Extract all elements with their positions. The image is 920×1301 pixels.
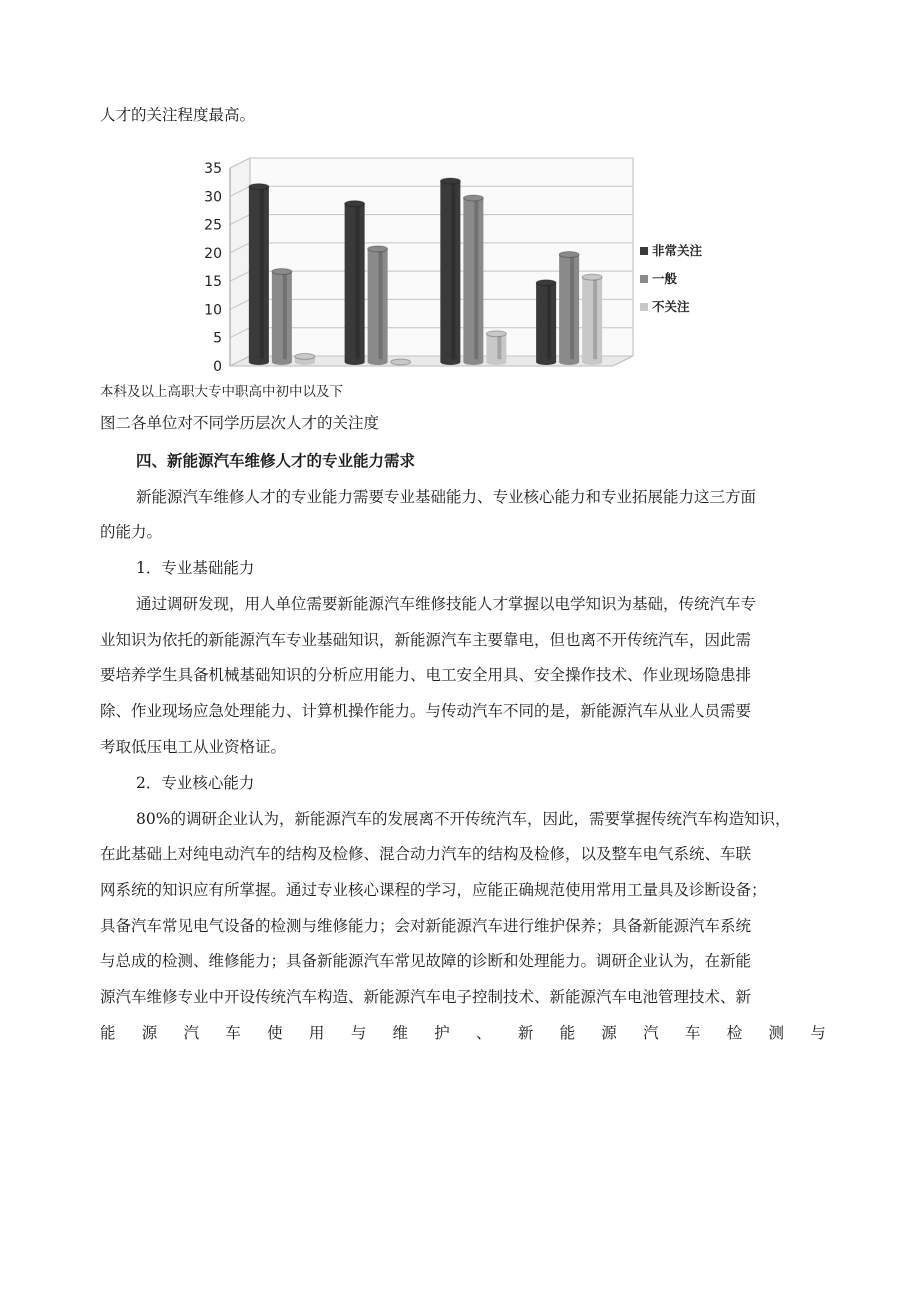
bar	[295, 353, 315, 365]
bar	[368, 246, 388, 365]
bar-top	[295, 353, 315, 359]
intro-line: 人才的关注程度最高。	[100, 106, 256, 124]
bar-body	[272, 271, 292, 362]
paragraph-1-line-1: 新能源汽车维修人才的专业能力需要专业基础能力、专业核心能力和专业拓展能力这三方面	[136, 488, 757, 506]
subheading-2: 2．专业核心能力	[136, 774, 255, 792]
paragraph-2-line-2: 业知识为依托的新能源汽车专业基础知识，新能源汽车主要靠电，但也离不开传统汽车，因此需	[100, 631, 752, 649]
spread-char: 、	[476, 1024, 492, 1042]
spread-char: 源	[141, 1024, 158, 1042]
bar-base	[486, 359, 506, 365]
legend-label: 一般	[652, 271, 678, 286]
bar-shade	[497, 334, 501, 362]
bar-body	[582, 277, 602, 362]
paragraph-3-line-6: 源汽车维修专业中开设传统汽车构造、新能源汽车电子控制技术、新能源汽车电池管理技术、新	[100, 988, 752, 1006]
bar-shade	[451, 181, 455, 362]
spread-char: 新	[517, 1024, 534, 1042]
bar-shade	[283, 271, 287, 362]
legend-swatch	[640, 303, 648, 311]
bar-top	[463, 195, 483, 201]
spread-char: 车	[225, 1024, 241, 1042]
spread-char: 源	[601, 1024, 617, 1042]
spread-char: 维	[392, 1024, 408, 1042]
y-tick-label: 35	[204, 161, 222, 177]
bar-top	[559, 252, 579, 258]
bar-top	[391, 359, 411, 365]
bar	[486, 331, 506, 365]
bar-body	[345, 204, 365, 362]
spread-char: 护	[434, 1024, 450, 1042]
spread-char: 汽	[183, 1024, 200, 1042]
bar-base	[295, 359, 315, 365]
spread-char: 与	[810, 1024, 826, 1042]
bar-base	[368, 359, 388, 365]
bar-body	[536, 283, 556, 362]
bar	[345, 201, 365, 365]
bar	[440, 178, 460, 365]
category-labels: 本科及以上高职大专中职高中初中以及下	[100, 384, 343, 400]
bar-top	[582, 274, 602, 280]
section-heading: 四、新能源汽车维修人才的专业能力需求	[136, 451, 416, 470]
paragraph-2-line-3: 要培养学生具备机械基础知识的分析应用能力、电工安全用具、安全操作技术、作业现场隐患排	[100, 666, 752, 684]
bar-top	[272, 268, 292, 274]
bar-body	[440, 181, 460, 362]
bar	[249, 184, 269, 365]
spread-char: 用	[308, 1024, 325, 1042]
bar-shade	[570, 255, 574, 362]
legend-swatch	[640, 275, 648, 283]
bar	[582, 274, 602, 365]
y-tick-label: 15	[204, 274, 222, 291]
bar-top	[536, 280, 556, 286]
paragraph-3-line-2: 在此基础上对纯电动汽车的结构及检修、混合动力汽车的结构及检修，以及整车电气系统、车联	[100, 845, 752, 863]
side-wall	[230, 158, 250, 366]
spread-char: 车	[684, 1024, 701, 1042]
bar	[463, 195, 483, 365]
bar-shade	[379, 249, 383, 362]
bar-chart	[185, 150, 725, 380]
paragraph-1-line-2: 的能力。	[100, 523, 163, 541]
bar-shade	[593, 277, 597, 362]
subheading-1: 1．专业基础能力	[136, 559, 255, 577]
bar-base	[582, 359, 602, 365]
bar-body	[486, 334, 506, 362]
bar-shade	[474, 198, 478, 362]
legend-label: 不关注	[652, 299, 690, 314]
bar-shade	[547, 283, 551, 362]
bar	[559, 252, 579, 365]
bar-body	[249, 187, 269, 362]
bar-shade	[356, 204, 360, 362]
paragraph-3-line-5: 与总成的检测、维修能力；具备新能源汽车常见故障的诊断和处理能力。调研企业认为，在新能	[100, 952, 752, 970]
spread-char: 测	[768, 1024, 785, 1042]
bar-shade	[260, 187, 264, 362]
bar-top	[440, 178, 460, 184]
bar-base	[272, 359, 292, 365]
y-tick-label: 20	[204, 245, 222, 262]
bar-body	[559, 255, 579, 362]
bar-base	[559, 359, 579, 365]
spread-char: 检	[726, 1024, 743, 1042]
bar-top	[249, 184, 269, 190]
y-tick-label: 5	[213, 330, 222, 347]
figure-caption: 图二各单位对不同学历层次人才的关注度	[100, 414, 380, 432]
bar	[272, 268, 292, 365]
paragraph-3-line-3: 网系统的知识应有所掌握。通过专业核心课程的学习，应能正确规范使用常用工量具及诊断设备；	[100, 881, 767, 899]
paragraph-2-line-4: 除、作业现场应急处理能力、计算机操作能力。与传动汽车不同的是，新能源汽车从业人员需要	[100, 702, 752, 720]
bar-body	[463, 198, 483, 362]
paragraph-3-line-1: 80%的调研企业认为，新能源汽车的发展离不开传统汽车，因此，需要掌握传统汽车构造知识，	[136, 810, 791, 828]
y-tick-label: 0	[213, 359, 222, 375]
legend-label: 非常关注	[652, 243, 703, 258]
y-axis	[204, 161, 230, 375]
spread-char: 与	[350, 1024, 367, 1042]
bar-base	[536, 359, 556, 365]
bar-base	[463, 359, 483, 365]
y-tick-label: 10	[204, 302, 222, 319]
paragraph-2-line-5: 考取低压电工从业资格证。	[100, 738, 287, 756]
legend-swatch	[640, 247, 648, 255]
bar-base	[249, 359, 269, 365]
spread-char: 汽	[643, 1024, 659, 1042]
bar-body	[368, 249, 388, 362]
paragraph-3-line-4: 具备汽车常见电气设备的检测与维修能力；会对新能源汽车进行维护保养；具备新能源汽车系统	[100, 917, 752, 935]
y-tick-label: 30	[204, 189, 222, 206]
y-tick-label: 25	[204, 217, 222, 234]
spread-char: 能	[559, 1024, 576, 1042]
bar-top	[345, 201, 365, 207]
bar-base	[345, 359, 365, 365]
bar-top	[368, 246, 388, 252]
bar-top	[486, 331, 506, 337]
bar	[536, 280, 556, 365]
paragraph-2-line-1: 通过调研发现，用人单位需要新能源汽车维修技能人才掌握以电学知识为基础，传统汽车专	[136, 595, 757, 613]
bar-base	[440, 359, 460, 365]
spread-char: 能	[100, 1024, 116, 1042]
paragraph-3-line-7	[100, 1023, 826, 1043]
bar	[391, 359, 411, 365]
legend	[640, 243, 703, 314]
spread-char: 使	[267, 1024, 283, 1042]
